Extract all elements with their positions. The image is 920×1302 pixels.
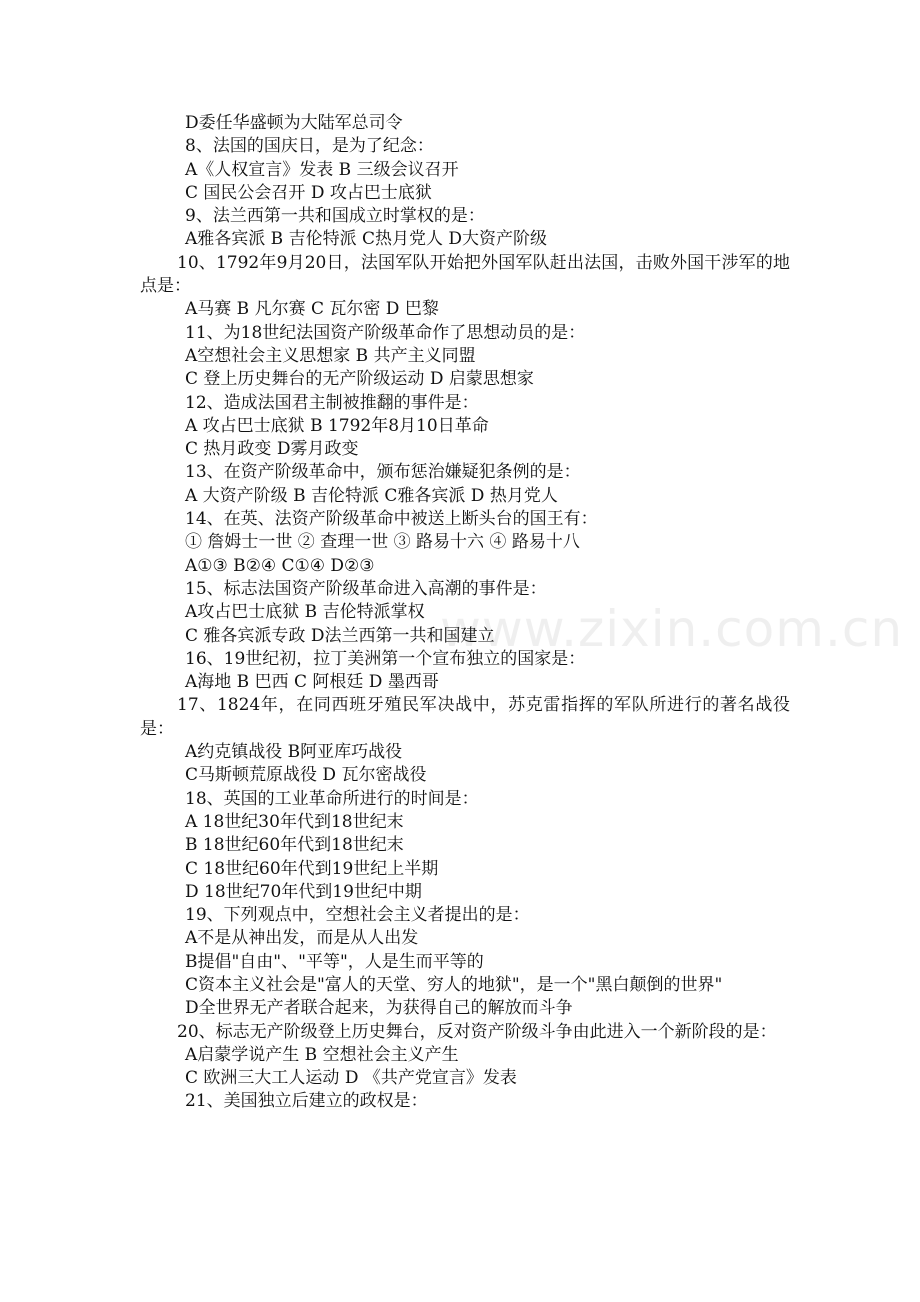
option-line: A雅各宾派 B 吉伦特派 C热月党人 D大资产阶级 — [185, 229, 548, 250]
option-line: C 雅各宾派专政 D法兰西第一共和国建立 — [185, 625, 495, 646]
option-line: D全世界无产者联合起来，为获得自己的解放而斗争 — [185, 998, 573, 1019]
option-line: D 18世纪70年代到19世纪中期 — [185, 881, 422, 902]
question-line: 18、英国的工业革命所进行的时间是： — [185, 788, 479, 809]
option-line: A马赛 B 凡尔赛 C 瓦尔密 D 巴黎 — [185, 299, 439, 320]
option-line: C 18世纪60年代到19世纪上半期 — [185, 858, 439, 879]
option-line: C 热月政变 D雾月政变 — [185, 439, 359, 460]
question-line: 15、标志法国资产阶级革命进入高潮的事件是： — [185, 578, 547, 599]
question-line: 21、美国独立后建立的政权是： — [185, 1091, 428, 1112]
option-line: A海地 B 巴西 C 阿根廷 D 墨西哥 — [185, 672, 439, 693]
option-line: A①③ B②④ C①④ D②③ — [185, 555, 375, 576]
option-line: A 大资产阶级 B 吉伦特派 C雅各宾派 D 热月党人 — [185, 485, 558, 506]
option-line: C马斯顿荒原战役 D 瓦尔密战役 — [185, 765, 427, 786]
option-line: B 18世纪60年代到18世纪末 — [185, 835, 404, 856]
option-line: B提倡"自由"、"平等"，人是生而平等的 — [185, 951, 484, 972]
question-list — [140, 112, 790, 1114]
option-line: A空想社会主义思想家 B 共产主义同盟 — [185, 345, 476, 366]
option-line: C 欧洲三大工人运动 D 《共产党宣言》发表 — [185, 1068, 517, 1089]
question-line: 19、下列观点中，空想社会主义者提出的是： — [185, 905, 530, 926]
option-line: A 18世纪30年代到18世纪末 — [185, 811, 404, 832]
option-line: C 登上历史舞台的无产阶级运动 D 启蒙思想家 — [185, 369, 534, 390]
question-line: 12、造成法国君主制被推翻的事件是： — [185, 392, 479, 413]
option-line: C资本主义社会是"富人的天堂、穷人的地狱"，是一个"黑白颠倒的世界" — [185, 974, 723, 995]
question-line: 16、19世纪初，拉丁美洲第一个宣布独立的国家是： — [185, 648, 586, 669]
question-line: 14、在英、法资产阶级革命中被送上断头台的国王有： — [185, 509, 598, 530]
question-line: 10、1792年9月20日，法国军队开始把外国军队赶出法国，击败外国干涉军的地点是： — [140, 252, 790, 297]
watermark: www.zixin.com.cn — [440, 600, 904, 658]
option-line: A约克镇战役 B阿亚库巧战役 — [185, 742, 403, 763]
option-line: A不是从神出发，而是从人出发 — [185, 928, 419, 949]
option-line: A 攻占巴士底狱 B 1792年8月10日革命 — [185, 415, 489, 436]
option-line: A启蒙学说产生 B 空想社会主义产生 — [185, 1044, 459, 1065]
option-line: D委任华盛顿为大陆军总司令 — [185, 113, 403, 133]
question-line: 9、法兰西第一共和国成立时掌权的是： — [185, 206, 485, 227]
option-line: A攻占巴士底狱 B 吉伦特派掌权 — [185, 602, 425, 623]
question-line: 17、1824年，在同西班牙殖民军决战中，苏克雷指挥的军队所进行的著名战役是： — [140, 695, 790, 739]
option-line: C 国民公会召开 D 攻占巴士底狱 — [185, 182, 432, 203]
question-line: 20、标志无产阶级登上历史舞台，反对资产阶级斗争由此进入一个新阶段的是： — [177, 1021, 777, 1042]
option-line: A《人权宣言》发表 B 三级会议召开 — [185, 159, 459, 180]
question-line: 13、在资产阶级革命中，颁布惩治嫌疑犯条例的是： — [185, 462, 581, 483]
question-line: 8、法国的国庆日，是为了纪念： — [185, 136, 434, 157]
option-line: ① 詹姆士一世 ② 查理一世 ③ 路易十六 ④ 路易十八 — [185, 532, 580, 553]
question-line: 11、为18世纪法国资产阶级革命作了思想动员的是： — [185, 322, 586, 343]
